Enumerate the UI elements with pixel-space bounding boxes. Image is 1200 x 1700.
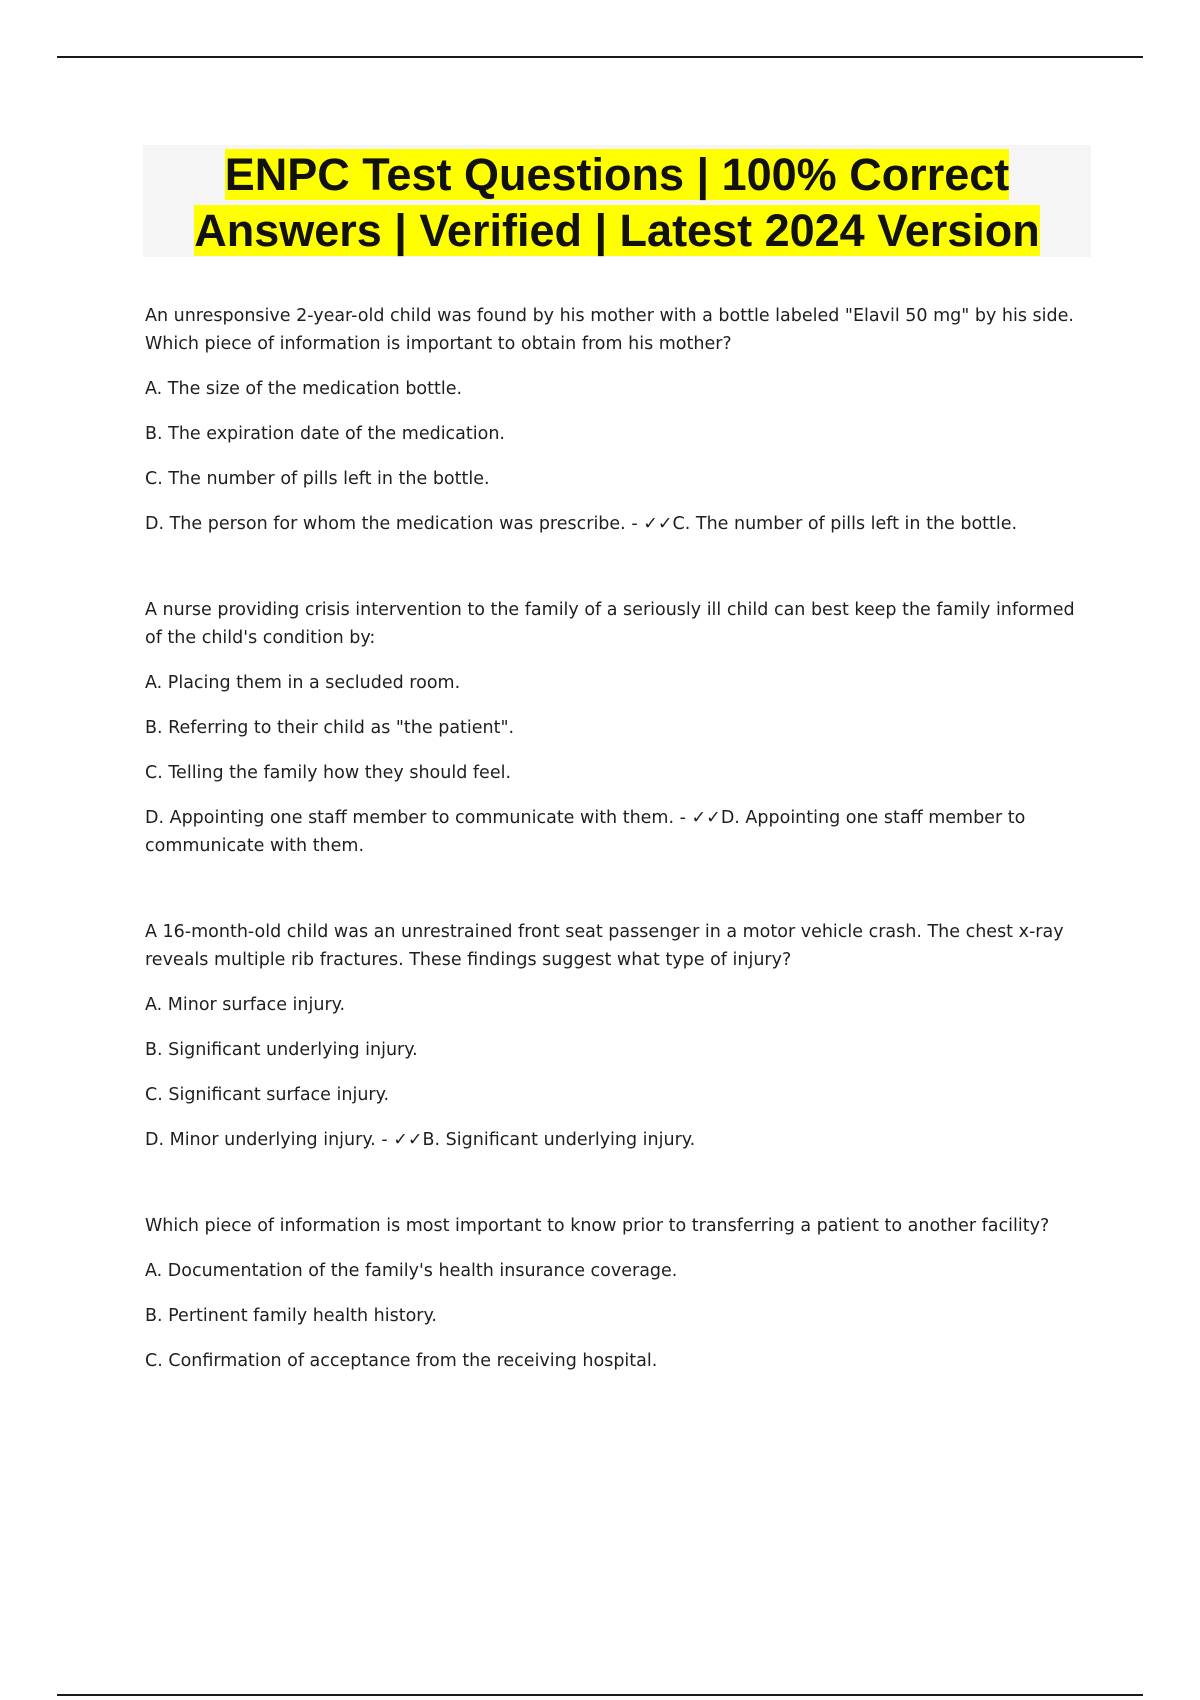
correct-answer: D. Appointing one staff member to communicate with them. <box>145 808 1026 856</box>
question-text: An unresponsive 2-year-old child was found by his mother with a bottle labeled "Elavil 50 mg" by his side. Which piece of information is important to obtain from his mother? <box>145 306 1074 354</box>
answer-option: A. The size of the medication bottle. <box>145 379 463 399</box>
question-block <box>145 918 1090 1154</box>
document-title <box>143 145 1091 259</box>
answer-option: B. Pertinent family health history. <box>145 1306 437 1326</box>
title-line-1: ENPC Test Questions | 100% Correct <box>224 149 1010 200</box>
answer-option: C. The number of pills left in the bottle. <box>145 469 490 489</box>
answer-option: B. Significant underlying injury. <box>145 1040 418 1060</box>
question-list <box>145 302 1090 1433</box>
answer-option-with-key <box>145 1126 1090 1154</box>
answer-option-text: D. The person for whom the medication was prescribe. <box>145 514 626 534</box>
title-banner <box>143 145 1091 257</box>
answer-option-with-key <box>145 804 1090 860</box>
answer-option: A. Documentation of the family's health insurance coverage. <box>145 1261 678 1281</box>
check-mark-icon: ✓✓ <box>691 808 721 828</box>
correct-answer: B. Significant underlying injury. <box>422 1130 696 1150</box>
answer-option: C. Significant surface injury. <box>145 1085 390 1105</box>
answer-option: B. Referring to their child as "the patient". <box>145 718 515 738</box>
question-block <box>145 302 1090 538</box>
check-mark-icon: ✓✓ <box>393 1130 423 1150</box>
answer-option-text: D. Minor underlying injury. <box>145 1130 376 1150</box>
check-mark-icon: ✓✓ <box>643 514 673 534</box>
answer-option: C. Confirmation of acceptance from the receiving hospital. <box>145 1351 658 1371</box>
question-text: Which piece of information is most important to know prior to transferring a patient to another facility? <box>145 1216 1050 1236</box>
answer-option-text: D. Appointing one staff member to communicate with them. <box>145 808 675 828</box>
answer-option: C. Telling the family how they should feel. <box>145 763 512 783</box>
answer-option: A. Minor surface injury. <box>145 995 346 1015</box>
answer-separator: - <box>625 514 644 534</box>
question-block <box>145 1212 1090 1375</box>
answer-option-with-key <box>145 510 1090 538</box>
answer-separator: - <box>674 808 692 828</box>
answer-separator: - <box>375 1130 394 1150</box>
question-text: A nurse providing crisis intervention to the family of a seriously ill child can best keep the family informed of the child's condition by: <box>145 600 1075 648</box>
bottom-rule <box>57 1694 1143 1696</box>
question-text: A 16-month-old child was an unrestrained front seat passenger in a motor vehicle crash. The chest x-ray reveals multiple rib fractures. These findings suggest what type of injury? <box>145 922 1064 970</box>
top-rule <box>57 56 1143 58</box>
title-line-2: Answers | Verified | Latest 2024 Version <box>194 205 1040 256</box>
correct-answer: C. The number of pills left in the bottle. <box>672 514 1018 534</box>
answer-option: B. The expiration date of the medication. <box>145 424 505 444</box>
answer-option: A. Placing them in a secluded room. <box>145 673 461 693</box>
question-block <box>145 596 1090 860</box>
